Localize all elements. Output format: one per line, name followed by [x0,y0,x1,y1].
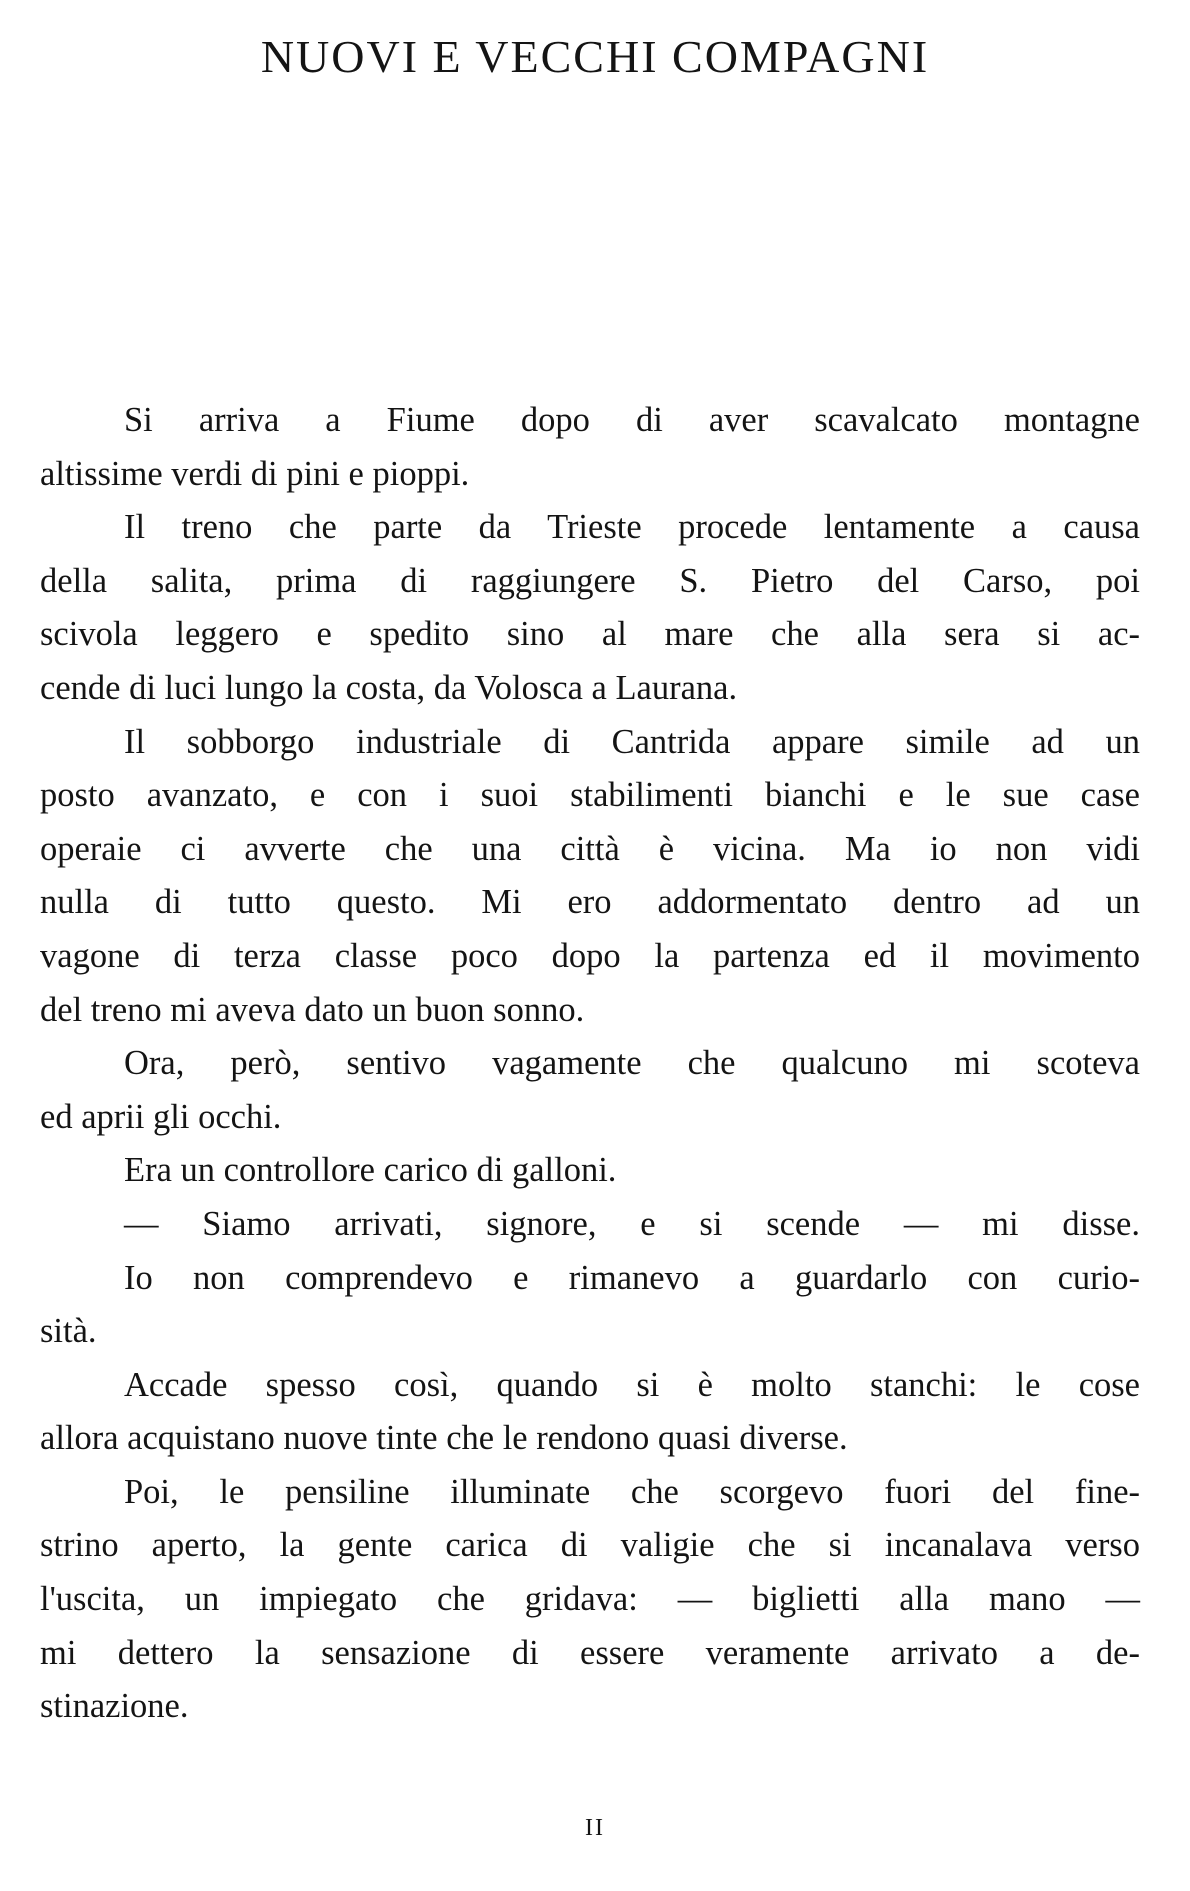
text-line: Era un controllore carico di galloni. [124,1151,617,1190]
chapter-title: NUOVI E VECCHI COMPAGNI [260,31,930,82]
text-line: Poi, le pensiline illuminate che scorgevo fuori del fine- [124,1472,1140,1511]
text-line: Ora, però, sentivo vagamente che qualcuno mi scoteva [124,1044,1140,1083]
text-line: nulla di tutto questo. Mi ero addormentato dentro ad un [40,883,1140,922]
text-line: Si arriva a Fiume dopo di aver scavalcato montagne [124,401,1140,439]
text-line: sità. [40,1312,97,1351]
text-line: ed aprii gli occhi. [40,1097,282,1136]
chapter-body-text [40,394,1140,1734]
page-number: II [585,1815,605,1841]
text-line: mi dettero la sensazione di essere veramente arrivato a de- [40,1633,1140,1672]
text-line: vagone di terza classe poco dopo la partenza ed il movimento [40,936,1140,975]
text-line: della salita, prima di raggiungere S. Pietro del Carso, poi [40,561,1140,600]
text-line: operaie ci avverte che una città è vicina. Ma io non vidi [40,829,1140,868]
text-line: altissime verdi di pini e pioppi. [40,454,470,493]
text-line: allora acquistano nuove tinte che le rendono quasi diverse. [40,1419,848,1458]
text-line: Accade spesso così, quando si è molto stanchi: le cose [124,1365,1140,1404]
text-line: l'uscita, un impiegato che gridava: — biglietti alla mano — [40,1580,1140,1619]
text-line: Il sobborgo industriale di Cantrida appare simile ad un [124,722,1140,761]
text-line: stinazione. [40,1687,189,1726]
text-line: Il treno che parte da Trieste procede lentamente a causa [124,508,1140,547]
text-line: — Siamo arrivati, signore, e si scende — mi disse. [124,1204,1140,1243]
text-line: cende di luci lungo la costa, da Volosca a Laurana. [40,668,738,707]
text-line: scivola leggero e spedito sino al mare che alla sera si ac- [40,615,1140,654]
text-line: Io non comprendevo e rimanevo a guardarlo con curio- [124,1258,1140,1297]
text-line: posto avanzato, e con i suoi stabilimenti bianchi e le sue case [40,776,1140,815]
text-line: strino aperto, la gente carica di valigie che si incanalava verso [40,1526,1140,1565]
text-line: del treno mi aveva dato un buon sonno. [40,990,585,1029]
